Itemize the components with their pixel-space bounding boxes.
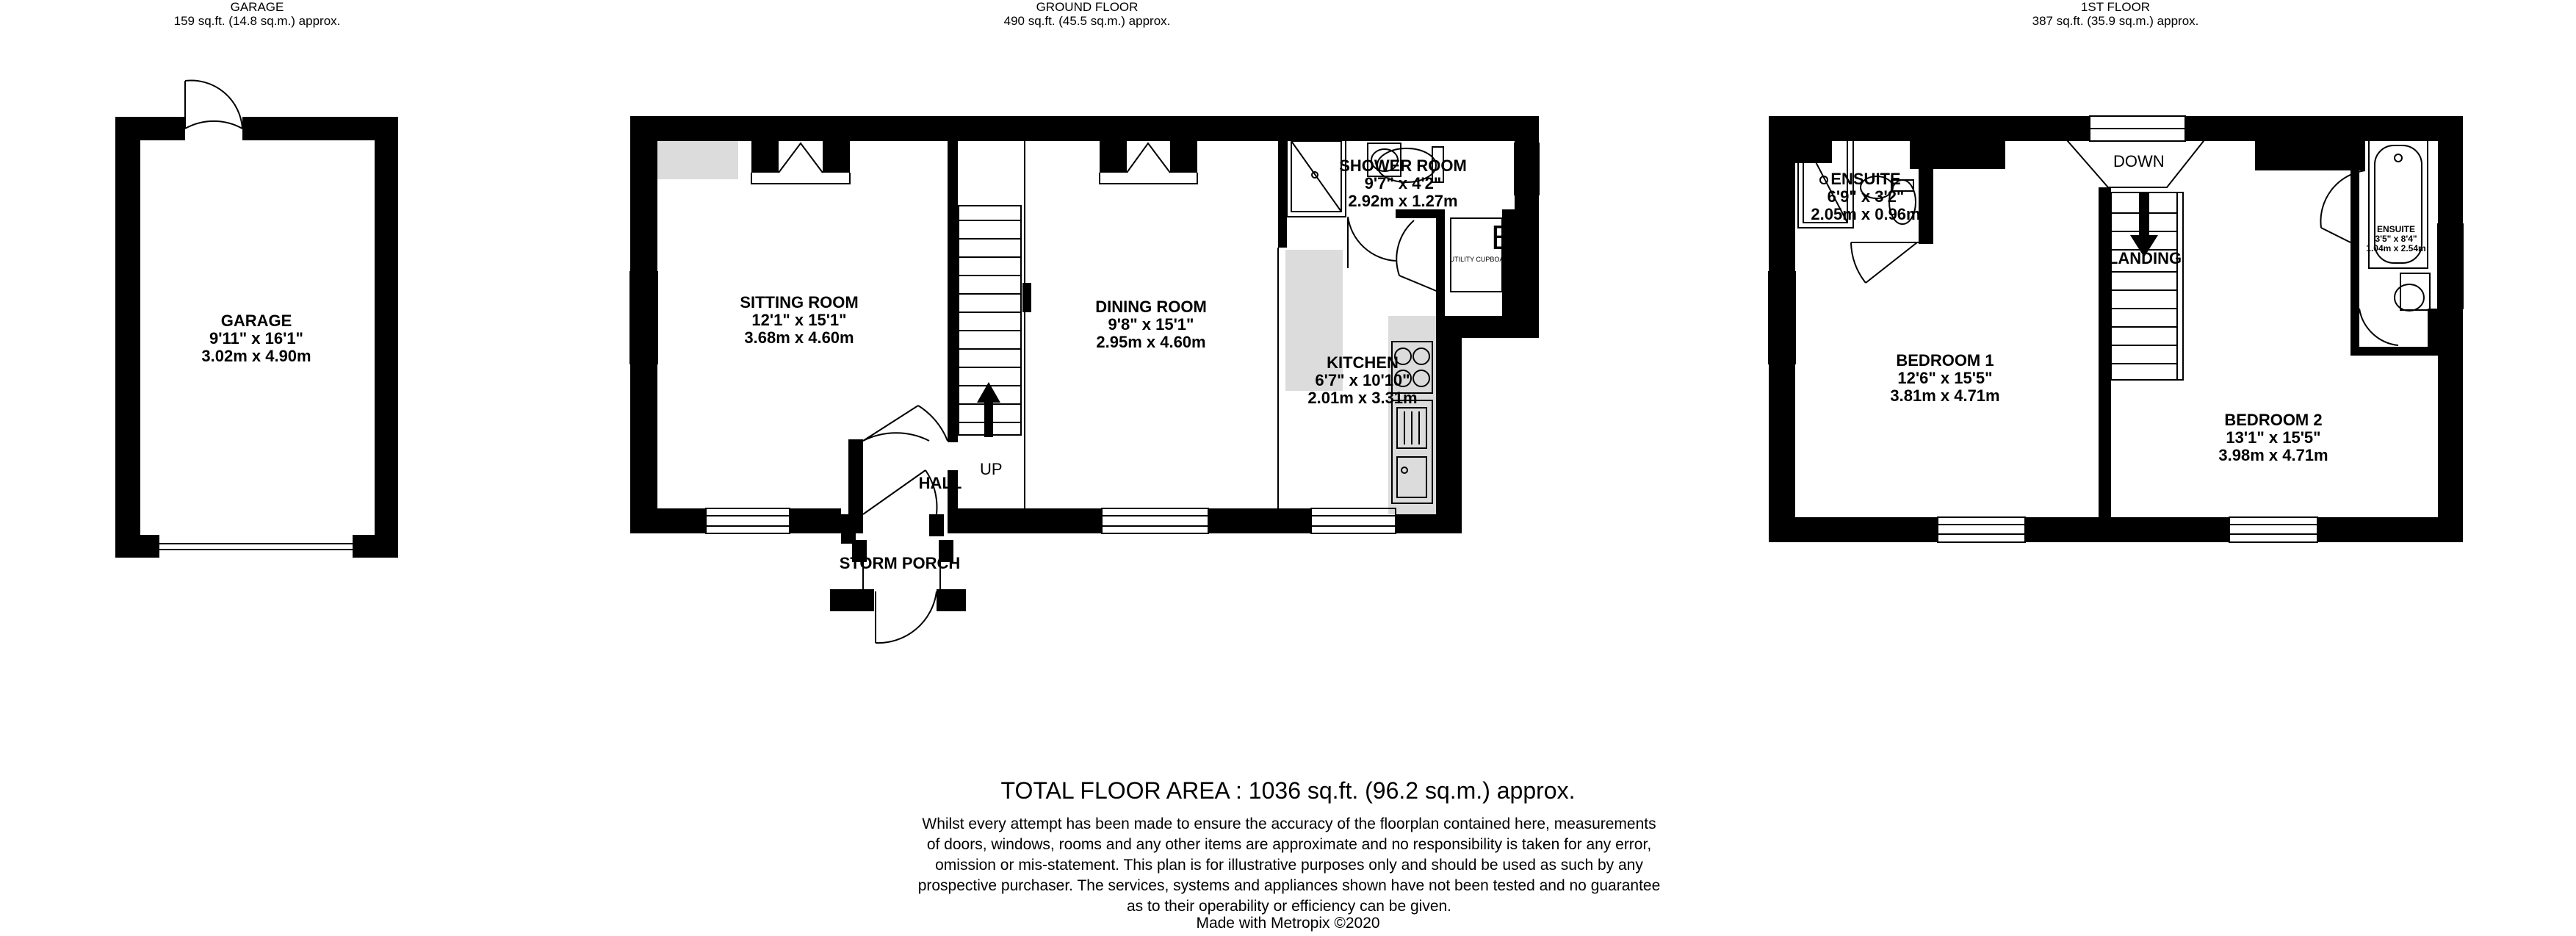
room-label-ensuite-1 xyxy=(1811,170,1920,223)
made-with-credit: Made with Metropix ©2020 xyxy=(1196,915,1380,932)
total-floor-area: TOTAL FLOOR AREA : 1036 sq.ft. (96.2 sq.m.) approx. xyxy=(1000,777,1576,804)
room-name: KITCHEN xyxy=(1327,353,1399,372)
disclaimer-line: of doors, windows, rooms and any other items are approximate and no responsibility is taken for any error, xyxy=(926,836,1652,853)
disclaimer-line: omission or mis-statement. This plan is for illustrative purposes only and should be used as such by any xyxy=(935,857,1643,874)
room-metric: 3.68m x 4.60m xyxy=(744,328,854,347)
room-label-kitchen xyxy=(1307,354,1417,407)
ground-floor-header xyxy=(955,0,1219,28)
room-label-ensuite-2 xyxy=(2366,225,2425,253)
room-metric: 2.01m x 3.31m xyxy=(1307,389,1418,407)
disclaimer xyxy=(874,814,1704,917)
garage-header xyxy=(154,0,360,28)
room-metric: 2.05m x 0.96m xyxy=(1811,205,1921,223)
room-metric: 1.04m x 2.54m xyxy=(2366,243,2426,253)
room-imperial: 6'7" x 10'10" xyxy=(1315,371,1410,389)
disclaimer-line: as to their operability or efficiency can be given. xyxy=(1126,898,1452,915)
stairs-down-label: DOWN xyxy=(2113,152,2165,170)
room-imperial: 9'7" x 4'2" xyxy=(1364,174,1442,192)
room-name: ENSUITE xyxy=(2376,224,2415,234)
room-name: SITTING ROOM xyxy=(740,293,859,312)
room-imperial: 9'11" x 16'1" xyxy=(209,329,303,348)
room-name: GARAGE xyxy=(220,312,292,330)
stairs-up-label: UP xyxy=(980,460,1003,478)
room-metric: 3.98m x 4.71m xyxy=(2218,446,2328,464)
room-name: HALL xyxy=(918,474,962,492)
room-label-dining-room xyxy=(1095,298,1207,351)
room-label-shower-room xyxy=(1339,157,1467,210)
room-imperial: 12'6" x 15'5" xyxy=(1897,369,1993,387)
disclaimer-line: prospective purchaser. The services, systems and appliances shown have not been tested and no guarantee xyxy=(917,877,1661,894)
ground-floor-header-area: 490 sq.ft. (45.5 sq.m.) approx. xyxy=(1003,14,1171,28)
room-label-storm-porch xyxy=(840,555,961,572)
boiler-label: B xyxy=(1491,218,1514,256)
room-imperial: 13'1" x 15'5" xyxy=(2226,428,2321,447)
room-imperial: 3'5" x 8'4" xyxy=(2375,234,2417,244)
room-name: BEDROOM 1 xyxy=(1896,351,1994,370)
room-label-landing xyxy=(2108,250,2182,267)
room-metric: 2.95m x 4.60m xyxy=(1096,333,1206,351)
room-imperial: 12'1" x 15'1" xyxy=(751,311,847,329)
room-metric: 3.81m x 4.71m xyxy=(1890,386,2000,405)
room-imperial: 9'8" x 15'1" xyxy=(1108,315,1194,334)
first-floor-header-area: 387 sq.ft. (35.9 sq.m.) approx. xyxy=(2032,14,2199,28)
ground-floor-header-title: GROUND FLOOR xyxy=(1036,0,1139,14)
room-name: LANDING xyxy=(2107,249,2182,267)
first-floor-header xyxy=(1983,0,2248,28)
room-name: SHOWER ROOM xyxy=(1339,156,1467,175)
room-imperial: 6'9" x 3'2" xyxy=(1827,187,1905,206)
room-metric: 3.02m x 4.90m xyxy=(201,347,311,365)
room-label-bedroom-1 xyxy=(1890,352,1999,405)
room-label-hall xyxy=(919,475,962,492)
first-floor-header-title: 1ST FLOOR xyxy=(2080,0,2151,14)
room-name: DINING ROOM xyxy=(1095,298,1207,316)
garage-header-title: GARAGE xyxy=(230,0,284,14)
room-label-sitting-room xyxy=(740,294,858,347)
disclaimer-line: Whilst every attempt has been made to ensure the accuracy of the floorplan contained here, measurements xyxy=(922,816,1656,832)
room-name: BEDROOM 2 xyxy=(2224,411,2323,429)
room-name: UTILITY CUPBOARD xyxy=(1449,256,1514,263)
room-metric: 2.92m x 1.27m xyxy=(1348,192,1458,210)
room-name: ENSUITE xyxy=(1830,170,1901,188)
room-label-bedroom-2 xyxy=(2218,411,2328,464)
garage-header-area: 159 sq.ft. (14.8 sq.m.) approx. xyxy=(173,14,341,28)
room-name: STORM PORCH xyxy=(839,554,961,572)
room-label-garage xyxy=(201,312,311,365)
room-label-utility-cupboard xyxy=(1450,256,1514,263)
